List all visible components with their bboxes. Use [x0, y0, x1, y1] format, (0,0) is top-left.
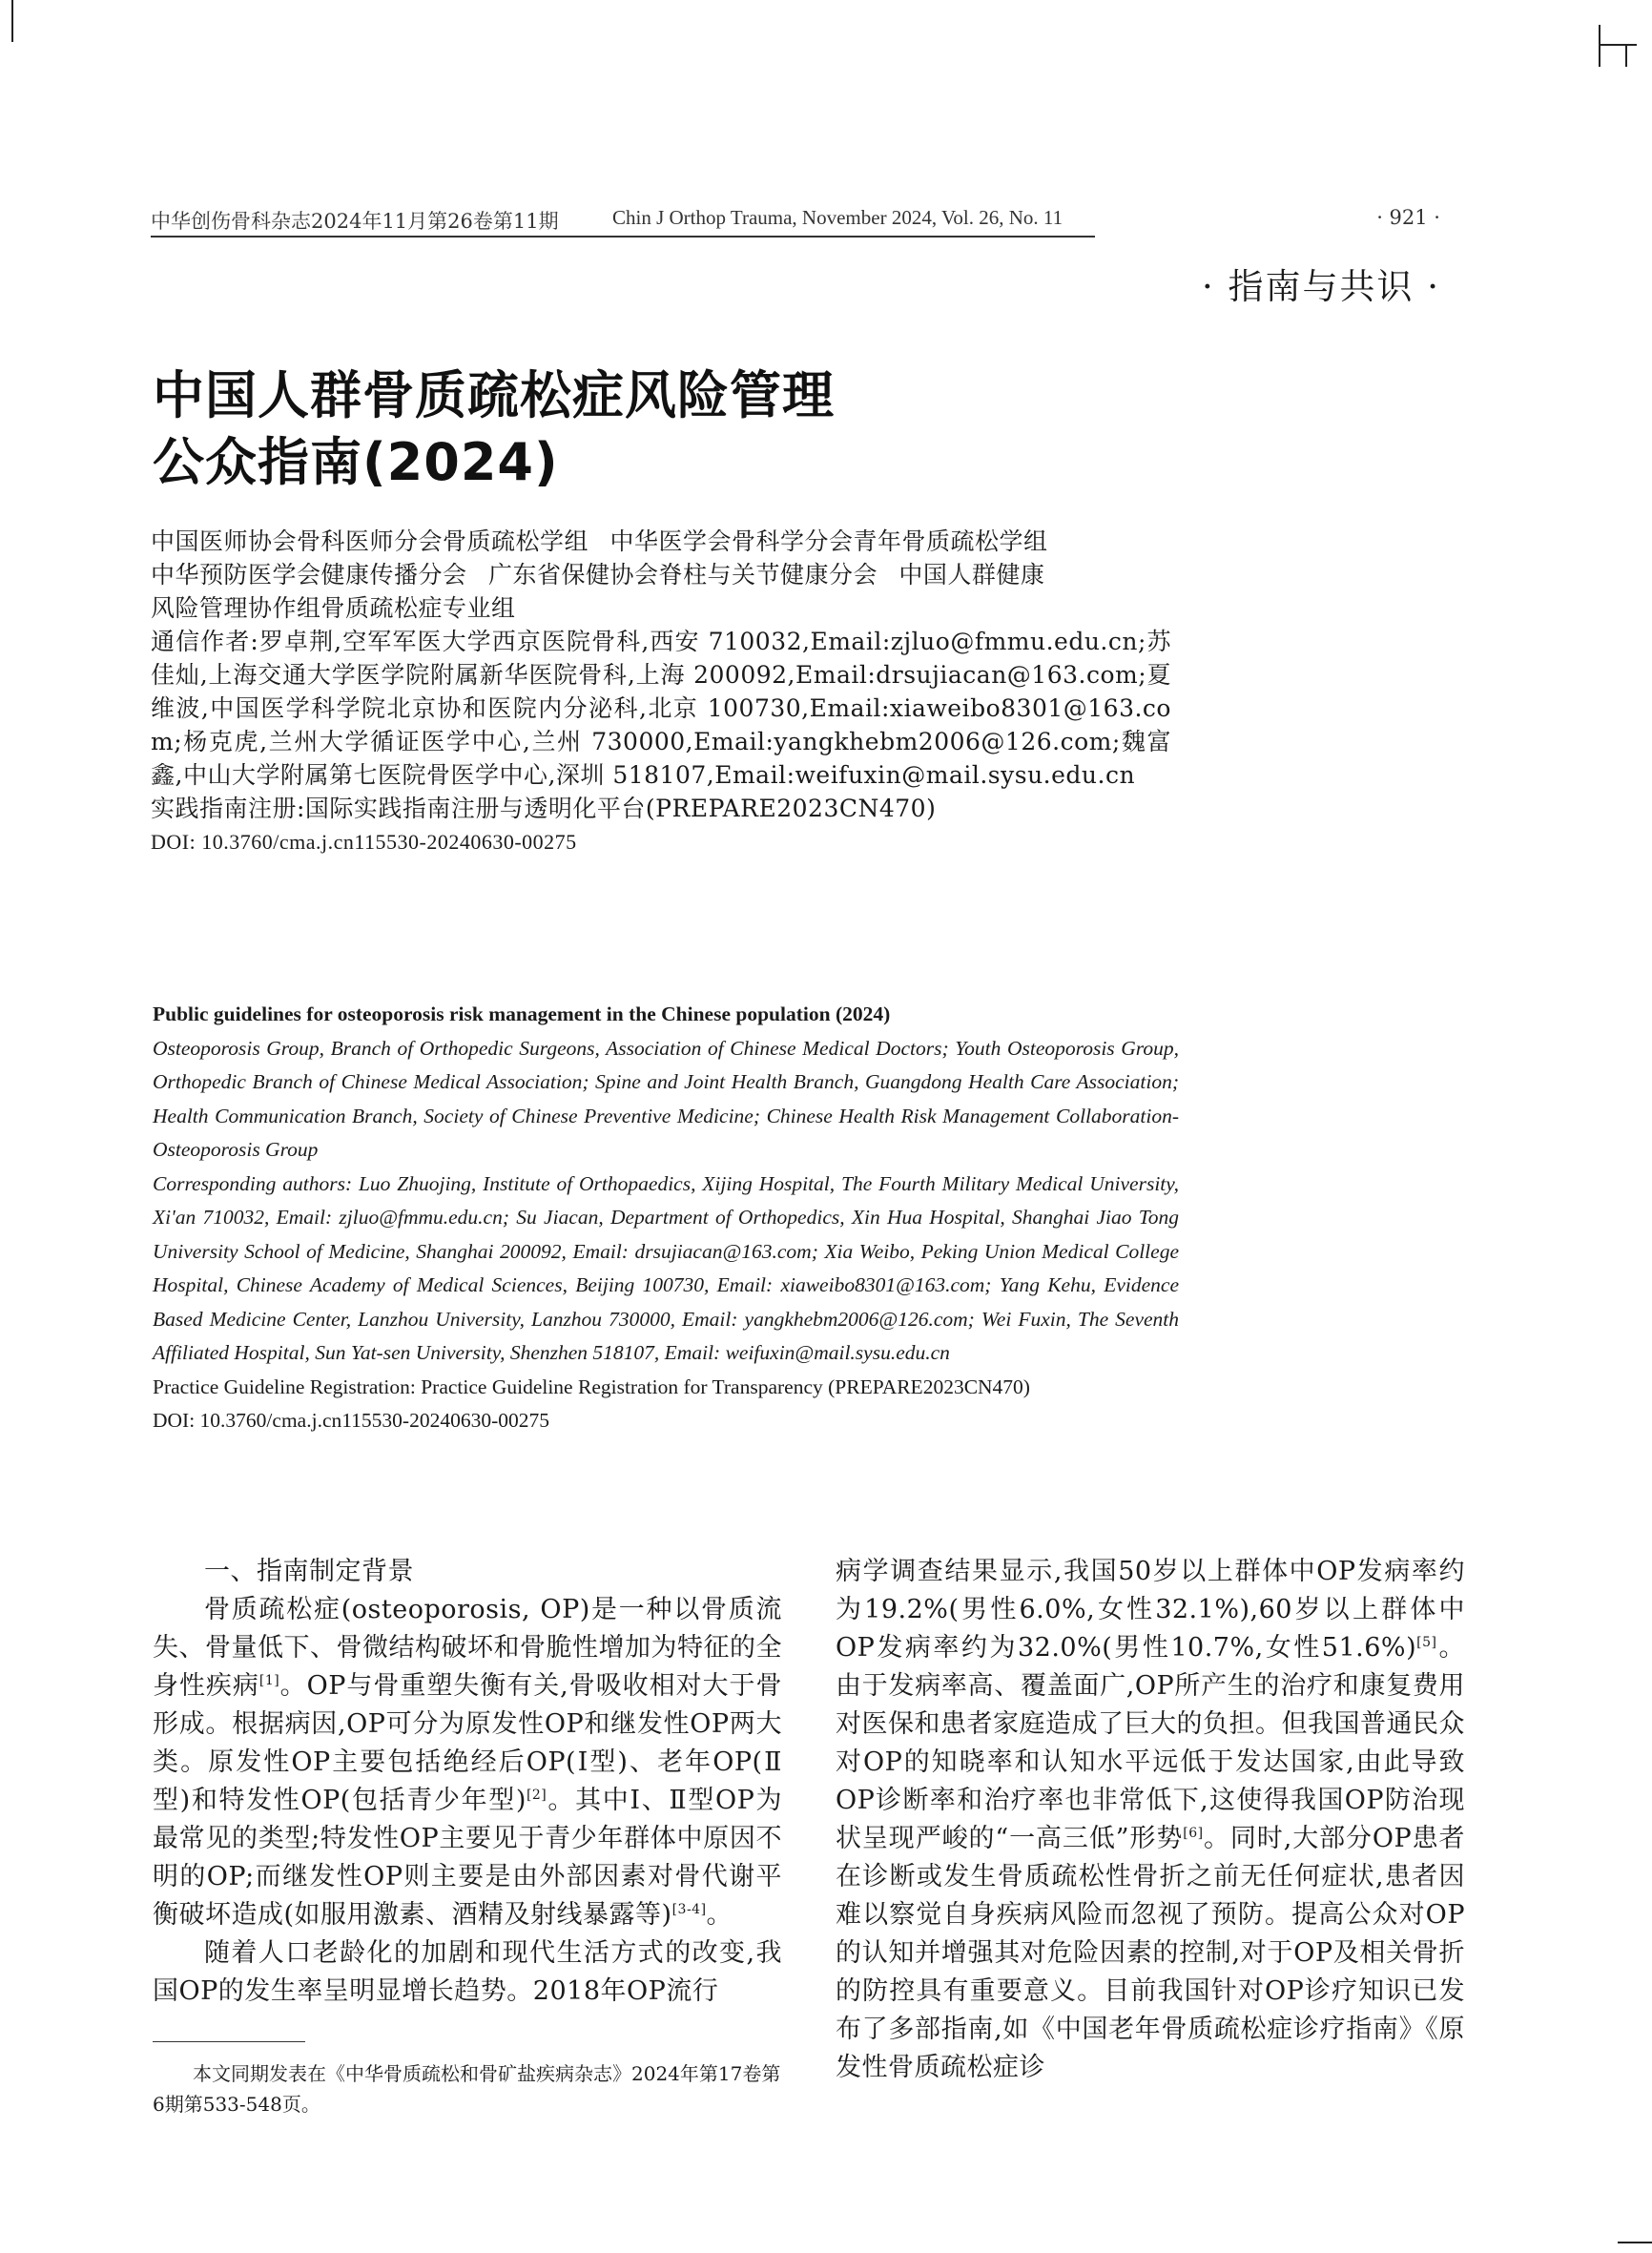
page-number: · 921 · [1376, 206, 1440, 229]
chinese-front-matter [151, 525, 1177, 858]
author-groups-line3: 风险管理协作组骨质疏松症专业组 [151, 594, 516, 622]
running-header-en: Chin J Orthop Trauma, November 2024, Vol. 26, No. 11 [612, 206, 1063, 229]
english-doi: DOI: 10.3760/cma.j.cn115530-20240630-00275 [153, 1409, 550, 1432]
body-paragraph-2: 随着人口老龄化的加剧和现代生活方式的改变,我国OP的发生率呈明显增长趋势。2018年OP流行 [153, 1938, 782, 2006]
registration-cn: 实践指南注册:国际实践指南注册与透明化平台(PREPARE2023CN470) [151, 795, 937, 822]
english-registration: Practice Guideline Registration: Practice Guideline Registration for Transparency (PREPARE2023CN470) [153, 1375, 1030, 1398]
crop-mark-top-right-v2 [1625, 44, 1627, 67]
section-heading: 一、指南制定背景 [204, 1557, 414, 1586]
crop-mark-bottom-right [1618, 2242, 1652, 2243]
author-groups-line2: 中华预防医学会健康传播分会 广东省保健协会脊柱与关节健康分会 中国人群健康 [151, 561, 1045, 589]
crop-mark-top-right-v [1599, 25, 1600, 67]
running-header-cn: 中华创伤骨科杂志2024年11月第26卷第11期 [151, 210, 559, 233]
citation-5[interactable]: [5] [1416, 1635, 1437, 1650]
footnote-rule [153, 2041, 305, 2042]
citation-2[interactable]: [2] [526, 1788, 547, 1803]
header-rule [151, 236, 1095, 238]
crop-mark-top-right-h [1599, 44, 1637, 46]
author-groups-line1: 中国医师协会骨科医师分会骨质疏松学组 中华医学会骨科学分会青年骨质疏松学组 [151, 527, 1048, 555]
english-front-matter [153, 998, 1179, 1438]
corresponding-authors-cn: 通信作者:罗卓荆,空军军医大学西京医院骨科,西安 710032,Email:zjluo@fmmu.edu.cn;苏佳灿,上海交通大学医学院附属新华医院骨科,上海 200092,Email:drsujiacan@163.com;夏维波,中国医学科学院北京协和医院内分泌科,北京 100730,Email:xiaweibo8301@163.com;杨克虎,兰州大学循证医学中心,兰州 730000,Email:yangkhebm2006@126.com;魏富鑫,中山大学附属第七医院骨医学中心,深圳 518107,Email:weifuxin@mail.sysu.edu.cn [151, 628, 1171, 789]
body-right-column [836, 1553, 1465, 2087]
crop-mark-top-left-v [11, 0, 13, 42]
english-title: Public guidelines for osteoporosis risk management in the Chinese population (2024) [153, 1002, 891, 1025]
doi-cn: DOI: 10.3760/cma.j.cn115530-20240630-00275 [151, 830, 577, 854]
citation-1[interactable]: [1] [258, 1673, 280, 1688]
footnote: 本文同期发表在《中华骨质疏松和骨矿盐疾病杂志》2024年第17卷第6期第533-548页。 [153, 2062, 781, 2116]
body-left-column [153, 1553, 782, 2011]
section-tag: · 指南与共识 · [1201, 266, 1440, 307]
body-paragraph-3: 病学调查结果显示,我国50岁以上群体中OP发病率约为19.2%(男性6.0%,女性32.1%),60岁以上群体中OP发病率约为32.0%(男性10.7%,女性51.6%)[5]。由于发病率高、覆盖面广,OP所产生的治疗和康复费用对医保和患者家庭造成了巨大的负担。但我国普通民众对OP的知晓率和认知水平远低于发达国家,由此导致OP诊断率和治疗率也非常低下,这使得我国OP防治现状呈现严峻的“一高三低”形势[6]。同时,大部分OP患者在诊断或发生骨质疏松性骨折之前无任何症状,患者因难以察觉自身疾病风险而忽视了预防。提高公众对OP的认知并增强其对危险因素的控制,对于OP及相关骨折的防控具有重要意义。目前我国针对OP诊疗知识已发布了多部指南,如《中国老年骨质疏松症诊疗指南》《原发性骨质疏松症诊 [836, 1557, 1466, 2082]
article-title-line2: 公众指南(2024) [153, 432, 559, 492]
citation-3-4[interactable]: [3-4] [671, 1902, 707, 1917]
english-author-groups: Osteoporosis Group, Branch of Orthopedic Surgeons, Association of Chinese Medical Doctors; Youth Osteoporosis Group, Orthopedic Branch of Chinese Medical Association; Spine and Joint Health Branch, Guangdong Health Care Association; Health Communication Branch, Society of Chinese Preventive Medicine; Chinese Health Risk Management Collaboration-Osteoporosis Group [153, 1036, 1179, 1161]
citation-6[interactable]: [6] [1183, 1826, 1204, 1841]
english-corresponding-authors: Corresponding authors: Luo Zhuojing, Institute of Orthopaedics, Xijing Hospital, The Fourth Military Medical University, Xi'an 710032, Email: zjluo@fmmu.edu.cn; Su Jiacan, Department of Orthopedics, Xin Hua Hospital, Shanghai Jiao Tong University School of Medicine, Shanghai 200092, Email: drsujiacan@163.com; Xia Weibo, Peking Union Medical College Hospital, Chinese Academy of Medical Sciences, Beijing 100730, Email: xiaweibo8301@163.com; Yang Kehu, Evidence Based Medicine Center, Lanzhou University, Lanzhou 730000, Email: yangkhebm2006@126.com; Wei Fuxin, The Seventh Affiliated Hospital, Sun Yat-sen University, Shenzhen 518107, Email: weifuxin@mail.sysu.edu.cn [153, 1171, 1179, 1364]
body-paragraph-1: 骨质疏松症(osteoporosis, OP)是一种以骨质流失、骨量低下、骨微结构破坏和骨脆性增加为特征的全身性疾病[1]。OP与骨重塑失衡有关,骨吸收相对大于骨形成。根据病因,OP可分为原发性OP和继发性OP两大类。原发性OP主要包括绝经后OP(Ⅰ型)、老年OP(Ⅱ型)和特发性OP(包括青少年型)[2]。其中Ⅰ、Ⅱ型OP为最常见的类型;特发性OP主要见于青少年群体中原因不明的OP;而继发性OP则主要是由外部因素对骨代谢平衡破坏造成(如服用激素、酒精及射线暴露等)[3-4]。 [153, 1595, 783, 1930]
article-title-line1: 中国人群骨质疏松症风险管理 [153, 365, 835, 425]
